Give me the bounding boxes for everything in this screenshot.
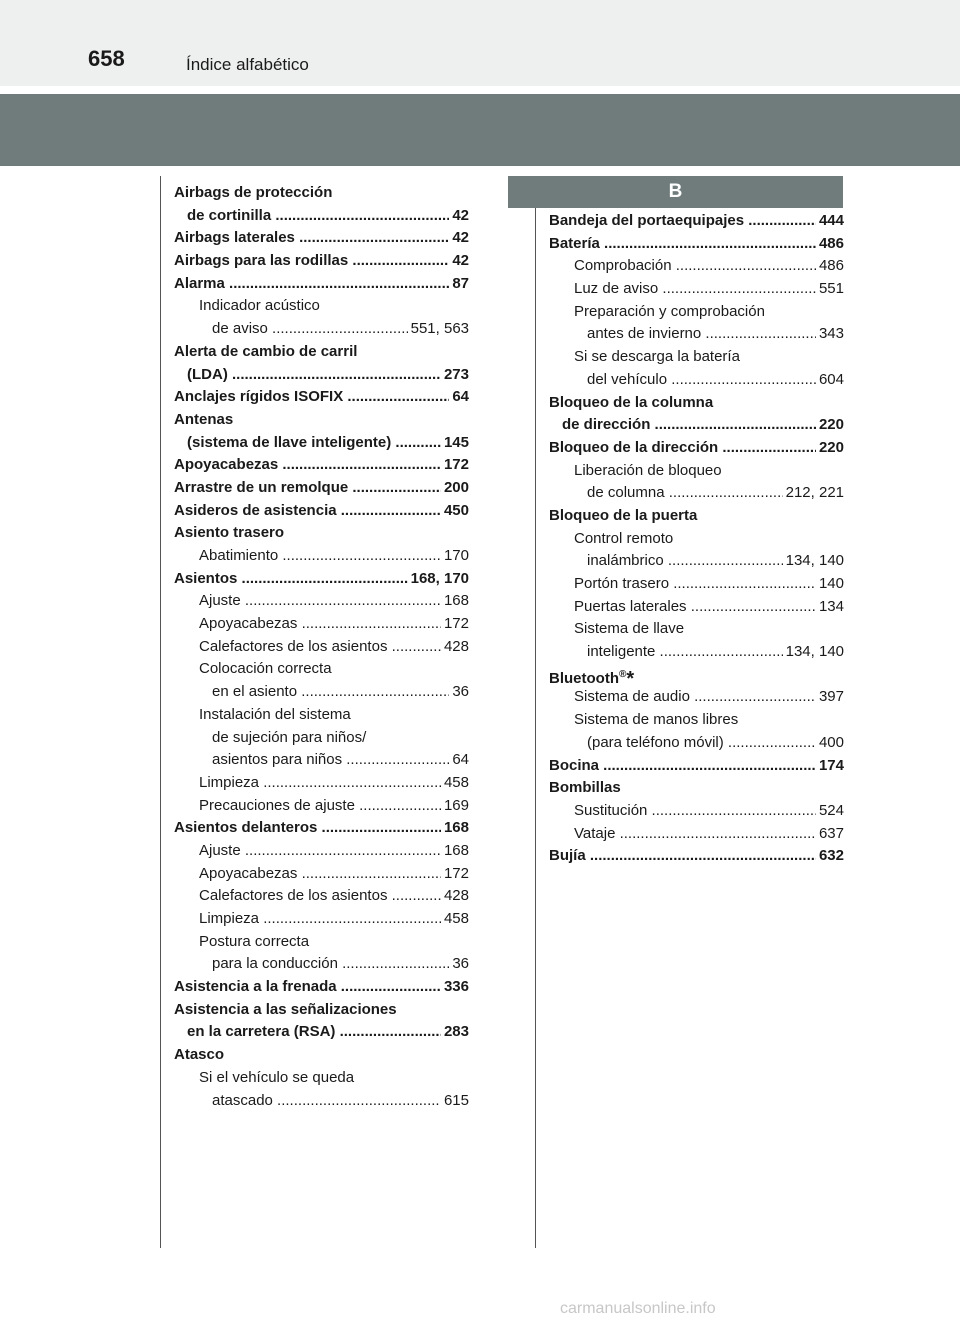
index-entry-text: Bocina [549, 756, 600, 774]
index-entry [549, 460, 844, 483]
index-entry [174, 318, 469, 341]
index-entry-term [549, 392, 844, 415]
index-entry-page: 450 [441, 500, 469, 523]
index-entry-term [174, 613, 469, 636]
index-entry-text: Apoyacabezas [199, 864, 298, 882]
index-entry-text: Indicador acústico [199, 297, 320, 315]
index-entry-text: Limpieza [199, 773, 260, 791]
index-entry-page: 134 [816, 596, 844, 619]
index-entry-text: Calefactores de los asientos [199, 887, 388, 905]
index-entry-term [174, 908, 469, 931]
index-entry [174, 1067, 469, 1090]
index-entry [174, 772, 469, 795]
index-entry-term [549, 800, 844, 823]
index-entry-term [174, 1090, 469, 1113]
index-entry-text: Vataje [574, 824, 616, 842]
index-entry [549, 618, 844, 641]
index-entry [174, 432, 469, 455]
index-entry [549, 414, 844, 437]
index-entry-text: Sistema de llave [574, 620, 685, 638]
index-entry-term [174, 817, 469, 840]
index-entry-text: Antenas [174, 410, 234, 428]
index-entry-term [174, 1021, 469, 1044]
index-entry-page: 134, 140 [783, 641, 844, 664]
index-entry-text: Batería [549, 234, 600, 252]
index-entry [549, 301, 844, 324]
index-entry-page: 632 [816, 845, 844, 868]
index-entry-term [174, 658, 469, 681]
index-entry [174, 931, 469, 954]
index-entry-page: 172 [441, 454, 469, 477]
index-entry-term [549, 278, 844, 301]
index-entry-page: 145 [441, 432, 469, 455]
index-entry-text: Alarma [174, 274, 225, 292]
index-entry-text: (para teléfono móvil) [587, 733, 724, 751]
index-entry [549, 777, 844, 800]
index-entry-text: Asistencia a las señalizaciones [174, 1000, 397, 1018]
index-entry-page: 134, 140 [783, 550, 844, 573]
index-entry [174, 273, 469, 296]
index-entry-term [549, 755, 844, 778]
index-entry-page: 336 [441, 976, 469, 999]
index-entry-term [174, 772, 469, 795]
index-entry-term [174, 976, 469, 999]
index-entry-page: 168 [441, 840, 469, 863]
index-entry-term [549, 823, 844, 846]
registered-mark: ® [618, 668, 627, 680]
index-entry-text: Asideros de asistencia [174, 501, 337, 519]
index-entry-page: 604 [816, 369, 844, 392]
index-column-a [174, 182, 469, 1112]
index-entry-term [174, 931, 469, 954]
page-number: 658 [88, 46, 125, 71]
index-entry-page: 273 [441, 364, 469, 387]
index-entry-page: 36 [449, 953, 469, 976]
index-entry-term [174, 545, 469, 568]
index-entry-page: 170 [441, 545, 469, 568]
index-entry-page: 428 [441, 885, 469, 908]
index-entry-page: 172 [441, 613, 469, 636]
index-entry-term [174, 727, 469, 750]
index-entry-text: Alerta de cambio de carril [174, 342, 358, 360]
index-entry-page: 524 [816, 800, 844, 823]
index-entry-text: Airbags para las rodillas [174, 252, 349, 270]
index-entry [549, 755, 844, 778]
index-entry-term [549, 732, 844, 755]
middle-divider [535, 176, 536, 1248]
index-column-b [549, 210, 844, 868]
index-entry-text: Asiento trasero [174, 524, 285, 542]
index-entry-page: 458 [441, 772, 469, 795]
index-entry-text: inalámbrico [587, 552, 664, 570]
index-entry-page: 220 [816, 437, 844, 460]
index-entry [174, 477, 469, 500]
index-entry [549, 845, 844, 868]
index-entry-page: 42 [449, 250, 469, 273]
index-entry [174, 613, 469, 636]
index-entry-text: Si se descarga la batería [574, 348, 740, 366]
index-entry-page: 458 [441, 908, 469, 931]
index-entry-term [174, 500, 469, 523]
index-entry [174, 999, 469, 1022]
index-entry [174, 953, 469, 976]
index-entry-term [549, 233, 844, 256]
index-entry-text: de sujeción para niños/ [212, 728, 367, 746]
index-entry-page: 174 [816, 755, 844, 778]
index-entry [549, 800, 844, 823]
index-entry-term [174, 953, 469, 976]
header-band [0, 94, 960, 166]
index-entry [174, 863, 469, 886]
index-entry-term [549, 346, 844, 369]
index-entry-term [174, 454, 469, 477]
index-entry-term [549, 323, 844, 346]
index-entry [174, 885, 469, 908]
index-entry [174, 568, 469, 591]
index-entry-text: Arrastre de un remolque [174, 478, 349, 496]
index-entry [174, 295, 469, 318]
index-entry [174, 341, 469, 364]
index-entry-page: 140 [816, 573, 844, 596]
index-entry-text: Bujía [549, 847, 586, 865]
index-entry-term [174, 341, 469, 364]
index-entry [174, 522, 469, 545]
index-entry-term [174, 477, 469, 500]
index-entry [174, 454, 469, 477]
index-entry-term [174, 432, 469, 455]
index-entry-term [174, 273, 469, 296]
index-entry-page: 42 [449, 227, 469, 250]
index-entry-text: Precauciones de ajuste [199, 796, 355, 814]
index-entry-text: Ajuste [199, 592, 241, 610]
index-entry-text: Asientos [174, 569, 238, 587]
index-entry-term [549, 528, 844, 551]
index-entry-page: 637 [816, 823, 844, 846]
index-entry-page: 400 [816, 732, 844, 755]
index-entry-term [174, 250, 469, 273]
index-entry-page: 397 [816, 686, 844, 709]
index-entry-term [174, 863, 469, 886]
index-entry-page: 169 [441, 795, 469, 818]
index-entry-term [174, 999, 469, 1022]
index-entry-text: Anclajes rígidos ISOFIX [174, 388, 344, 406]
index-entry [174, 182, 469, 205]
index-entry-term [549, 369, 844, 392]
index-entry-page: 551, 563 [408, 318, 469, 341]
index-entry-text: Bombillas [549, 779, 621, 797]
index-entry-term [174, 795, 469, 818]
index-entry-text: Abatimiento [199, 547, 279, 564]
index-entry [549, 278, 844, 301]
index-entry [549, 550, 844, 573]
index-entry-term [174, 1044, 469, 1067]
index-entry [174, 681, 469, 704]
index-entry [549, 573, 844, 596]
index-entry-page: 486 [816, 255, 844, 278]
index-entry-page: 64 [449, 386, 469, 409]
index-entry [549, 437, 844, 460]
index-entry-text: Control remoto [574, 529, 674, 547]
index-entry-page: 220 [816, 414, 844, 437]
index-entry-term [549, 709, 844, 732]
index-entry [549, 210, 844, 233]
index-entry-text: Portón trasero [574, 575, 670, 592]
index-entry-term [174, 227, 469, 250]
index-entry [174, 386, 469, 409]
watermark: carmanualsonline.info [560, 1300, 716, 1317]
index-entry-term [174, 636, 469, 659]
index-entry [174, 1044, 469, 1067]
index-entry-text: Preparación y comprobación [574, 302, 765, 320]
left-divider [160, 176, 161, 1248]
index-entry-text: en el asiento [212, 683, 298, 701]
index-entry-term [549, 573, 844, 596]
index-entry-text: del vehículo [587, 370, 668, 388]
index-entry-text: Bandeja del portaequipajes [549, 212, 745, 229]
index-entry-term [174, 364, 469, 387]
index-entry [174, 658, 469, 681]
index-entry-text: de cortinilla [187, 206, 272, 224]
index-entry [549, 664, 844, 690]
index-entry [174, 250, 469, 273]
index-entry-text: Ajuste [199, 841, 241, 859]
index-entry-text: Asientos delanteros [174, 819, 318, 837]
index-entry-page: 486 [816, 233, 844, 256]
index-entry [549, 233, 844, 256]
index-entry-page: 87 [449, 273, 469, 296]
index-entry-text: inteligente [587, 643, 656, 661]
index-entry-text: Puertas laterales [574, 597, 687, 615]
index-entry-text: para la conducción [212, 955, 338, 973]
index-entry [174, 364, 469, 387]
index-entry-text: Bluetooth [549, 669, 619, 687]
index-entry-text: de aviso [212, 320, 268, 338]
index-entry-text: Postura correcta [199, 932, 310, 950]
index-entry-term [174, 182, 469, 205]
index-entry [174, 976, 469, 999]
index-entry-term [174, 295, 469, 318]
index-entry-term [549, 414, 844, 437]
index-entry [549, 686, 844, 709]
index-entry-page: 615 [441, 1090, 469, 1113]
index-entry-text: Airbags de protección [174, 184, 333, 201]
index-entry [174, 704, 469, 727]
index-entry-term [174, 205, 469, 228]
index-entry-term [549, 686, 844, 709]
index-entry-page: 168 [441, 590, 469, 613]
index-entry [549, 732, 844, 755]
index-entry-text: de dirección [562, 416, 651, 434]
index-entry [549, 323, 844, 346]
index-entry-term [549, 460, 844, 483]
index-entry-text: Airbags laterales [174, 229, 295, 247]
index-entry-page: 42 [449, 205, 469, 228]
index-entry-term [174, 522, 469, 545]
index-entry [549, 505, 844, 528]
section-letter-b: B [508, 176, 843, 208]
index-entry-term [174, 885, 469, 908]
index-entry [549, 346, 844, 369]
index-entry-term [174, 681, 469, 704]
index-entry-term [549, 301, 844, 324]
index-entry-text: Apoyacabezas [174, 456, 279, 474]
index-entry [549, 709, 844, 732]
index-entry [174, 749, 469, 772]
page-title: Índice alfabético [186, 55, 309, 74]
index-entry-text: (sistema de llave inteligente) [187, 433, 392, 451]
index-entry-text: en la carretera (RSA) [187, 1023, 336, 1041]
index-entry-term [549, 437, 844, 460]
index-entry-page: 212, 221 [783, 482, 844, 505]
index-entry-text: Colocación correcta [199, 660, 332, 678]
index-entry-text: Liberación de bloqueo [574, 461, 722, 479]
index-entry-text: Instalación del sistema [199, 705, 351, 723]
index-entry-term [549, 777, 844, 800]
index-entry-page: 444 [816, 210, 844, 233]
index-entry [174, 1021, 469, 1044]
index-entry [549, 255, 844, 278]
index-entry [174, 795, 469, 818]
index-entry-text: Bloqueo de la puerta [549, 506, 698, 524]
index-entry-term [174, 704, 469, 727]
index-entry [549, 528, 844, 551]
index-entry-page: 64 [449, 749, 469, 772]
index-entry [174, 545, 469, 568]
index-entry [174, 840, 469, 863]
index-entry [174, 727, 469, 750]
index-entry-term [549, 845, 844, 868]
index-entry-term [549, 618, 844, 641]
index-entry [174, 817, 469, 840]
index-entry [174, 500, 469, 523]
index-entry-text: Sustitución [574, 801, 648, 819]
index-entry-term [174, 386, 469, 409]
index-entry [549, 641, 844, 664]
index-entry [549, 823, 844, 846]
index-entry-page: 168, 170 [408, 568, 469, 591]
index-entry-text: de columna [587, 484, 665, 502]
index-entry-term [174, 749, 469, 772]
index-entry-term [549, 505, 844, 528]
index-entry-text: Bloqueo de la dirección [549, 438, 719, 456]
index-entry [174, 409, 469, 432]
index-entry [174, 908, 469, 931]
index-entry-text: atascado [212, 1091, 273, 1109]
index-entry-text: Apoyacabezas [199, 615, 298, 633]
index-entry-page: 551 [816, 278, 844, 301]
index-entry-term [549, 255, 844, 278]
asterisk-mark: * [626, 667, 635, 690]
index-entry-text: Limpieza [199, 910, 260, 927]
index-entry-term [174, 1067, 469, 1090]
index-entry-text: Luz de aviso [574, 280, 659, 298]
index-entry-text: Comprobación [574, 257, 672, 275]
index-entry-term [549, 596, 844, 619]
index-entry-text: Atasco [174, 1046, 225, 1064]
index-entry [549, 392, 844, 415]
index-entry-text: Sistema de manos libres [574, 711, 739, 729]
index-entry-page: 168 [441, 817, 469, 840]
index-entry-page: 172 [441, 863, 469, 886]
index-entry [549, 369, 844, 392]
index-entry-term [549, 210, 844, 233]
index-entry-text: antes de invierno [587, 325, 702, 343]
index-entry-text: Asistencia a la frenada [174, 978, 337, 996]
index-entry-text: Bloqueo de la columna [549, 393, 714, 411]
index-entry-page: 343 [816, 323, 844, 346]
index-entry [549, 482, 844, 505]
index-entry-text: asientos para niños [212, 751, 343, 769]
index-entry-term [174, 409, 469, 432]
index-entry-term [174, 840, 469, 863]
index-entry-text: Calefactores de los asientos [199, 637, 388, 655]
index-entry [174, 636, 469, 659]
page-header [0, 0, 960, 86]
index-entry [174, 205, 469, 228]
index-entry-page: 36 [449, 681, 469, 704]
index-entry-page: 428 [441, 636, 469, 659]
index-entry-text: Sistema de audio [574, 688, 690, 706]
index-entry-page: 283 [441, 1021, 469, 1044]
index-entry [174, 590, 469, 613]
index-entry-text: Si el vehículo se queda [199, 1068, 355, 1086]
index-entry-term [174, 590, 469, 613]
index-entry [174, 227, 469, 250]
index-entry-page: 200 [441, 477, 469, 500]
index-entry [174, 1090, 469, 1113]
index-entry-text: (LDA) [187, 365, 228, 383]
index-entry [549, 596, 844, 619]
